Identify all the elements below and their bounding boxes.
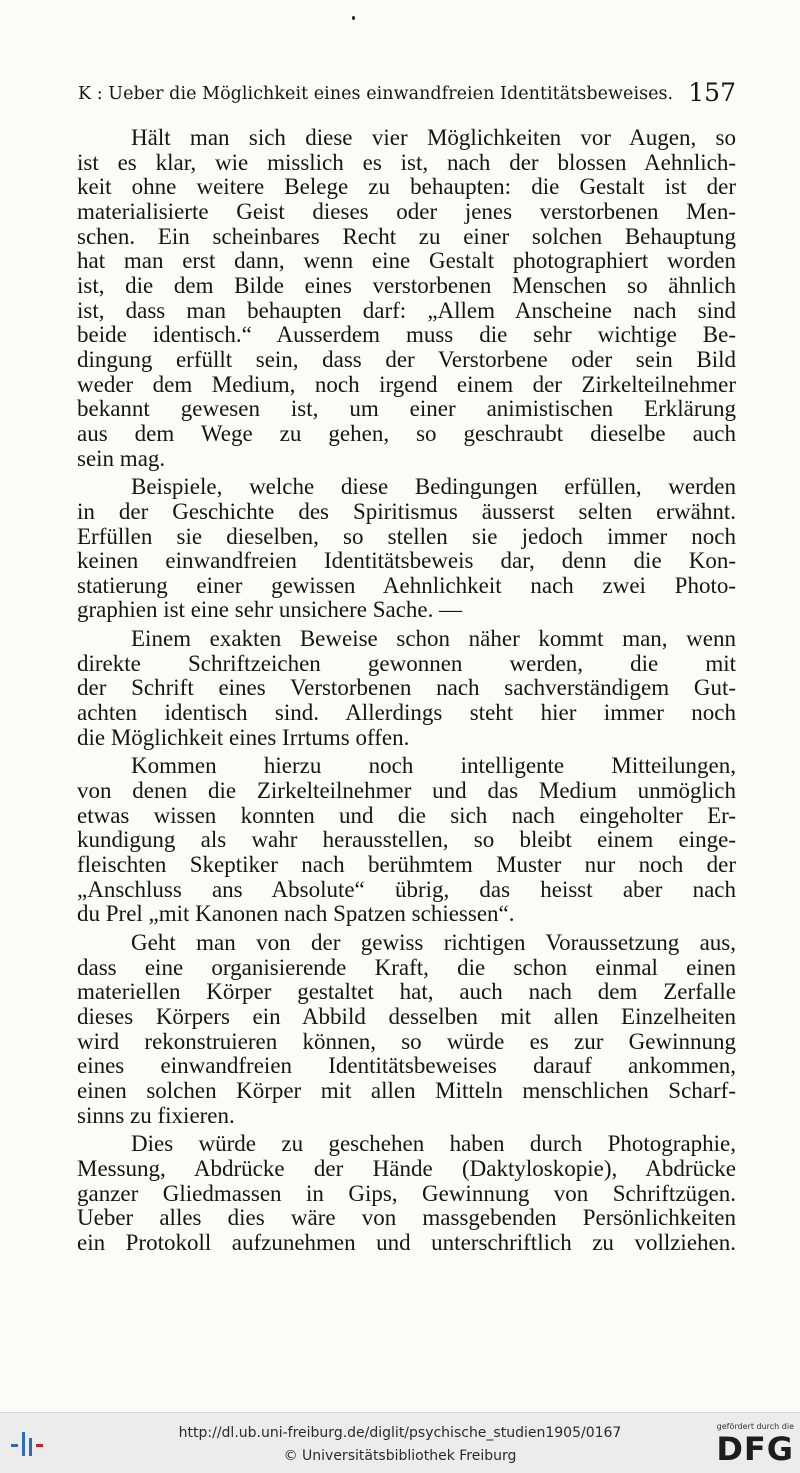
text-line: direkte Schriftzeichen gewonnen werden, die mit (77, 650, 736, 676)
text-line: der Schrift eines Verstorbenen nach sachverständigem Gut- (77, 675, 736, 701)
text-line: Dies würde zu geschehen haben durch Photographie, (131, 1131, 736, 1157)
running-head (78, 78, 738, 112)
text-line: keit ohne weitere Belege zu behaupten: die Gestalt ist der (77, 174, 736, 200)
dfg-logo: DFG (716, 1430, 794, 1468)
text-line: bekannt gewesen ist, um einer animistischen Erklärung (77, 396, 736, 422)
text-line: ein Protokoll aufzunehmen und unterschriftlich zu vollziehen. (77, 1229, 736, 1255)
text-line: Beispiele, welche diese Bedingungen erfüllen, werden (131, 474, 736, 500)
text-line: aus dem Wege zu gehen, so geschraubt dieselbe auch (77, 420, 736, 446)
text-line: „Anschluss ans Absolute“ übrig, das heisst aber nach (77, 876, 736, 902)
text-line: achten identisch sind. Allerdings steht hier immer noch (77, 700, 736, 726)
paragraph (77, 931, 736, 1128)
text-line: weder dem Medium, noch irgend einem der Zirkelteilnehmer (77, 371, 736, 397)
text-line: du Prel „mit Kanonen nach Spatzen schiessen“. (77, 901, 515, 927)
text-line: dass eine organisierende Kraft, die schon einmal einen (77, 954, 736, 980)
text-line: materialisierte Geist dieses oder jenes verstorbenen Men- (77, 198, 736, 224)
permalink-url[interactable]: http://dl.ub.uni-freiburg.de/diglit/psychische_studien1905/0167 (178, 1425, 622, 1441)
text-line: hat man erst dann, wenn eine Gestalt photographiert worden (77, 248, 736, 274)
text-line: keinen einwandfreien Identitätsbeweis dar, denn die Kon- (77, 548, 736, 574)
scan-speck (352, 16, 355, 20)
text-line: etwas wissen konnten und die sich nach eingeholter Er- (77, 802, 736, 828)
text-line: ist, die dem Bilde eines verstorbenen Menschen so ähnlich (77, 272, 736, 298)
copyright-notice: © Universitätsbibliothek Freiburg (283, 1448, 517, 1464)
text-line: materiellen Körper gestaltet hat, auch nach dem Zerfalle (77, 979, 736, 1005)
paragraph (77, 627, 736, 750)
text-line: einen solchen Körper mit allen Mitteln menschlichen Scharf- (77, 1077, 736, 1103)
text-line: kundigung als wahr herausstellen, so bleibt einem einge- (77, 827, 736, 853)
viewer-footer (0, 1412, 800, 1473)
text-line: Messung, Abdrücke der Hände (Daktyloskopie), Abdrücke (77, 1155, 736, 1181)
text-line: Einem exakten Beweise schon näher kommt man, wenn (131, 626, 736, 652)
page-number: 157 (688, 78, 736, 107)
paragraph (77, 1132, 736, 1255)
text-line: graphien ist eine sehr unsichere Sache. — (77, 597, 463, 623)
running-head-title: K : Ueber die Möglichkeit eines einwandfreien Identitätsbeweises. (78, 84, 674, 104)
body-text (77, 126, 736, 1260)
text-line: dieses Körpers ein Abbild desselben mit allen Einzelheiten (77, 1003, 736, 1029)
paragraph (77, 126, 736, 471)
text-line: dingung erfüllt sein, dass der Verstorbene oder sein Bild (77, 346, 736, 372)
text-line: Kommen hierzu noch intelligente Mitteilungen, (131, 753, 736, 779)
text-line: statierung einer gewissen Aehnlichkeit nach zwei Photo- (77, 572, 736, 598)
dfg-funding-badge[interactable] (702, 1422, 794, 1468)
text-line: in der Geschichte des Spiritismus äusserst selten erwähnt. (77, 498, 736, 524)
text-line: Geht man von der gewiss richtigen Voraussetzung aus, (131, 930, 736, 955)
text-line: Hält man sich diese vier Möglichkeiten vor Augen, so (131, 125, 736, 150)
text-line: ist, dass man behaupten darf: „Allem Anscheine nach sind (77, 297, 736, 323)
text-line: die Möglichkeit eines Irrtums offen. (77, 724, 410, 750)
text-line: Ueber alles dies wäre von massgebenden Persönlichkeiten (77, 1205, 736, 1231)
dfg-caption: gefördert durch die (716, 1422, 794, 1431)
text-line: fleischten Skeptiker nach berühmtem Muster nur noch der (77, 852, 736, 878)
paragraph (77, 475, 736, 623)
text-line: schen. Ein scheinbares Recht zu einer solchen Behauptung (77, 223, 736, 249)
text-line: ist es klar, wie misslich es ist, nach der blossen Aehnlich- (77, 149, 736, 175)
text-line: beide identisch.“ Ausserdem muss die sehr wichtige Be- (77, 322, 736, 348)
text-line: sinns zu fixieren. (77, 1102, 235, 1128)
text-line: eines einwandfreien Identitätsbeweises darauf ankommen, (77, 1053, 736, 1079)
text-line: von denen die Zirkelteilnehmer und das Medium unmöglich (77, 778, 736, 804)
text-line: wird rekonstruieren können, so würde es zur Gewinnung (77, 1028, 736, 1054)
text-line: Erfüllen sie dieselben, so stellen sie jedoch immer noch (77, 523, 736, 549)
text-line: ganzer Gliedmassen in Gips, Gewinnung von Schriftzügen. (77, 1180, 736, 1206)
paragraph (77, 754, 736, 927)
text-line: sein mag. (77, 445, 166, 471)
